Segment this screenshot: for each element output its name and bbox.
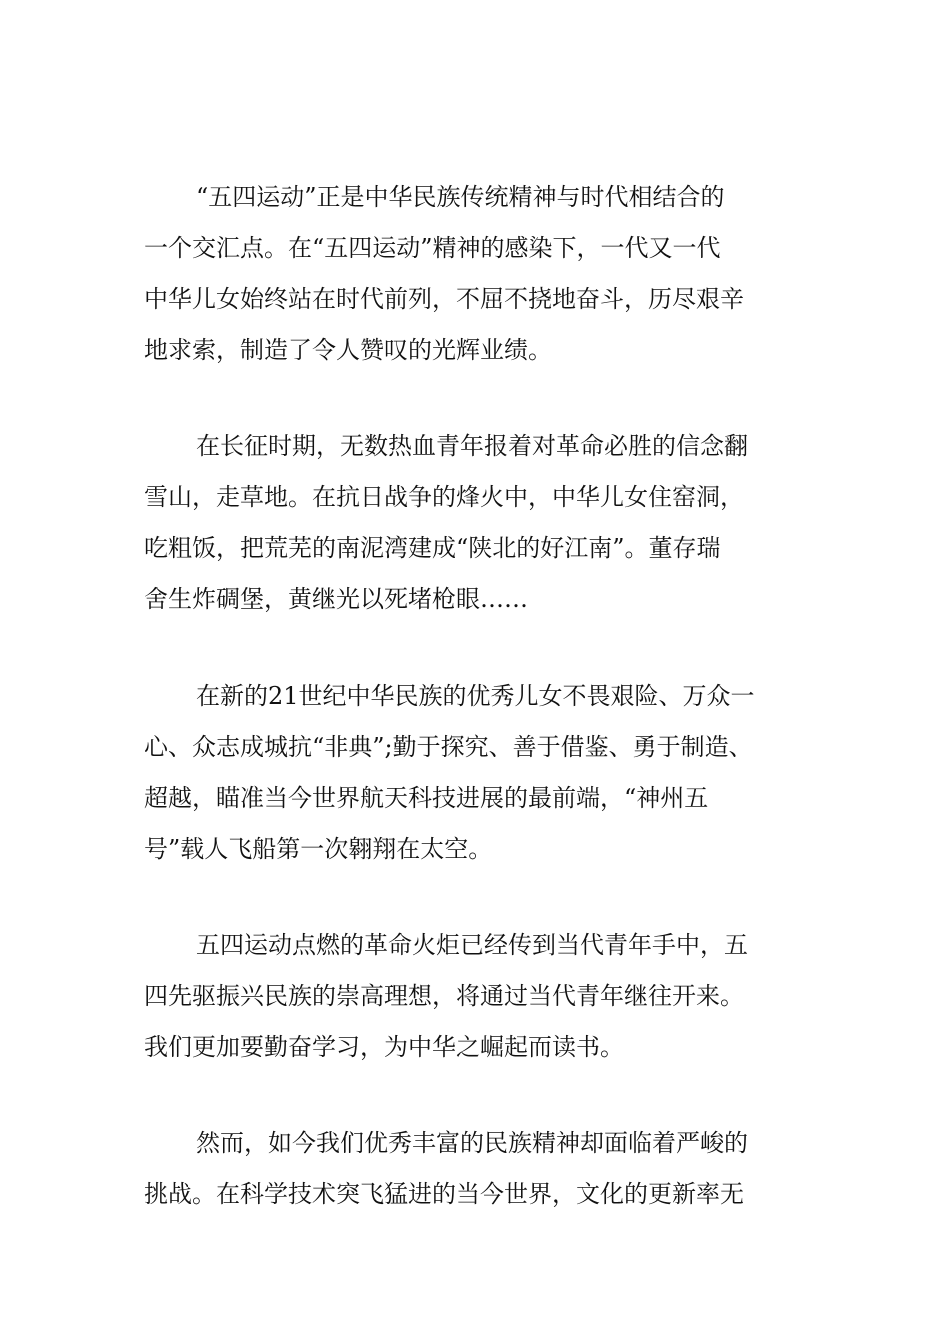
paragraph-line: 挑战。在科学技术突飞猛进的当今世界，文化的更新率无 — [144, 1180, 744, 1208]
paragraph-line: 一个交汇点。在“五四运动”精神的感染下，一代又一代 — [144, 234, 721, 262]
paragraph-long-march — [144, 421, 824, 625]
paragraph-line: 雪山，走草地。在抗日战争的烽火中，中华儿女住窑洞， — [144, 483, 744, 511]
paragraph-new-century — [144, 671, 824, 875]
paragraph-line: 号”载人飞船第一次翱翔在太空。 — [144, 835, 493, 863]
paragraph-line: 中华儿女始终站在时代前列，不屈不挠地奋斗，历尽艰辛 — [144, 285, 744, 313]
paragraph-line: 心、众志成城抗“非典”;勤于探究、善于借鉴、勇于制造、 — [144, 733, 753, 761]
paragraph-line: 舍生炸碉堡，黄继光以死堵枪眼…… — [144, 585, 528, 613]
paragraph-line: 然而，如今我们优秀丰富的民族精神却面临着严峻的 — [196, 1129, 748, 1157]
paragraph-line: 超越，瞄准当今世界航天科技进展的最前端，“神州五 — [144, 784, 709, 812]
paragraph-line: 在新的21世纪中华民族的优秀儿女不畏艰险、万众一 — [196, 682, 755, 710]
paragraph-line: 我们更加要勤奋学习，为中华之崛起而读书。 — [144, 1033, 624, 1061]
paragraph-torch — [144, 920, 824, 1073]
paragraph-line: 地求索，制造了令人赞叹的光辉业绩。 — [144, 336, 552, 364]
paragraph-line: 吃粗饭，把荒芜的南泥湾建成“陕北的好江南”。董存瑞 — [144, 534, 721, 562]
paragraph-line: 五四运动点燃的革命火炬已经传到当代青年手中，五 — [196, 931, 748, 959]
paragraph-challenge — [144, 1118, 824, 1220]
paragraph-line: “五四运动”正是中华民族传统精神与时代相结合的 — [196, 183, 725, 211]
paragraph-line: 四先驱振兴民族的崇高理想，将通过当代青年继往开来。 — [144, 982, 744, 1010]
paragraph-line: 在长征时期，无数热血青年报着对革命必胜的信念翻 — [196, 432, 748, 460]
paragraph-may-fourth — [144, 172, 824, 376]
